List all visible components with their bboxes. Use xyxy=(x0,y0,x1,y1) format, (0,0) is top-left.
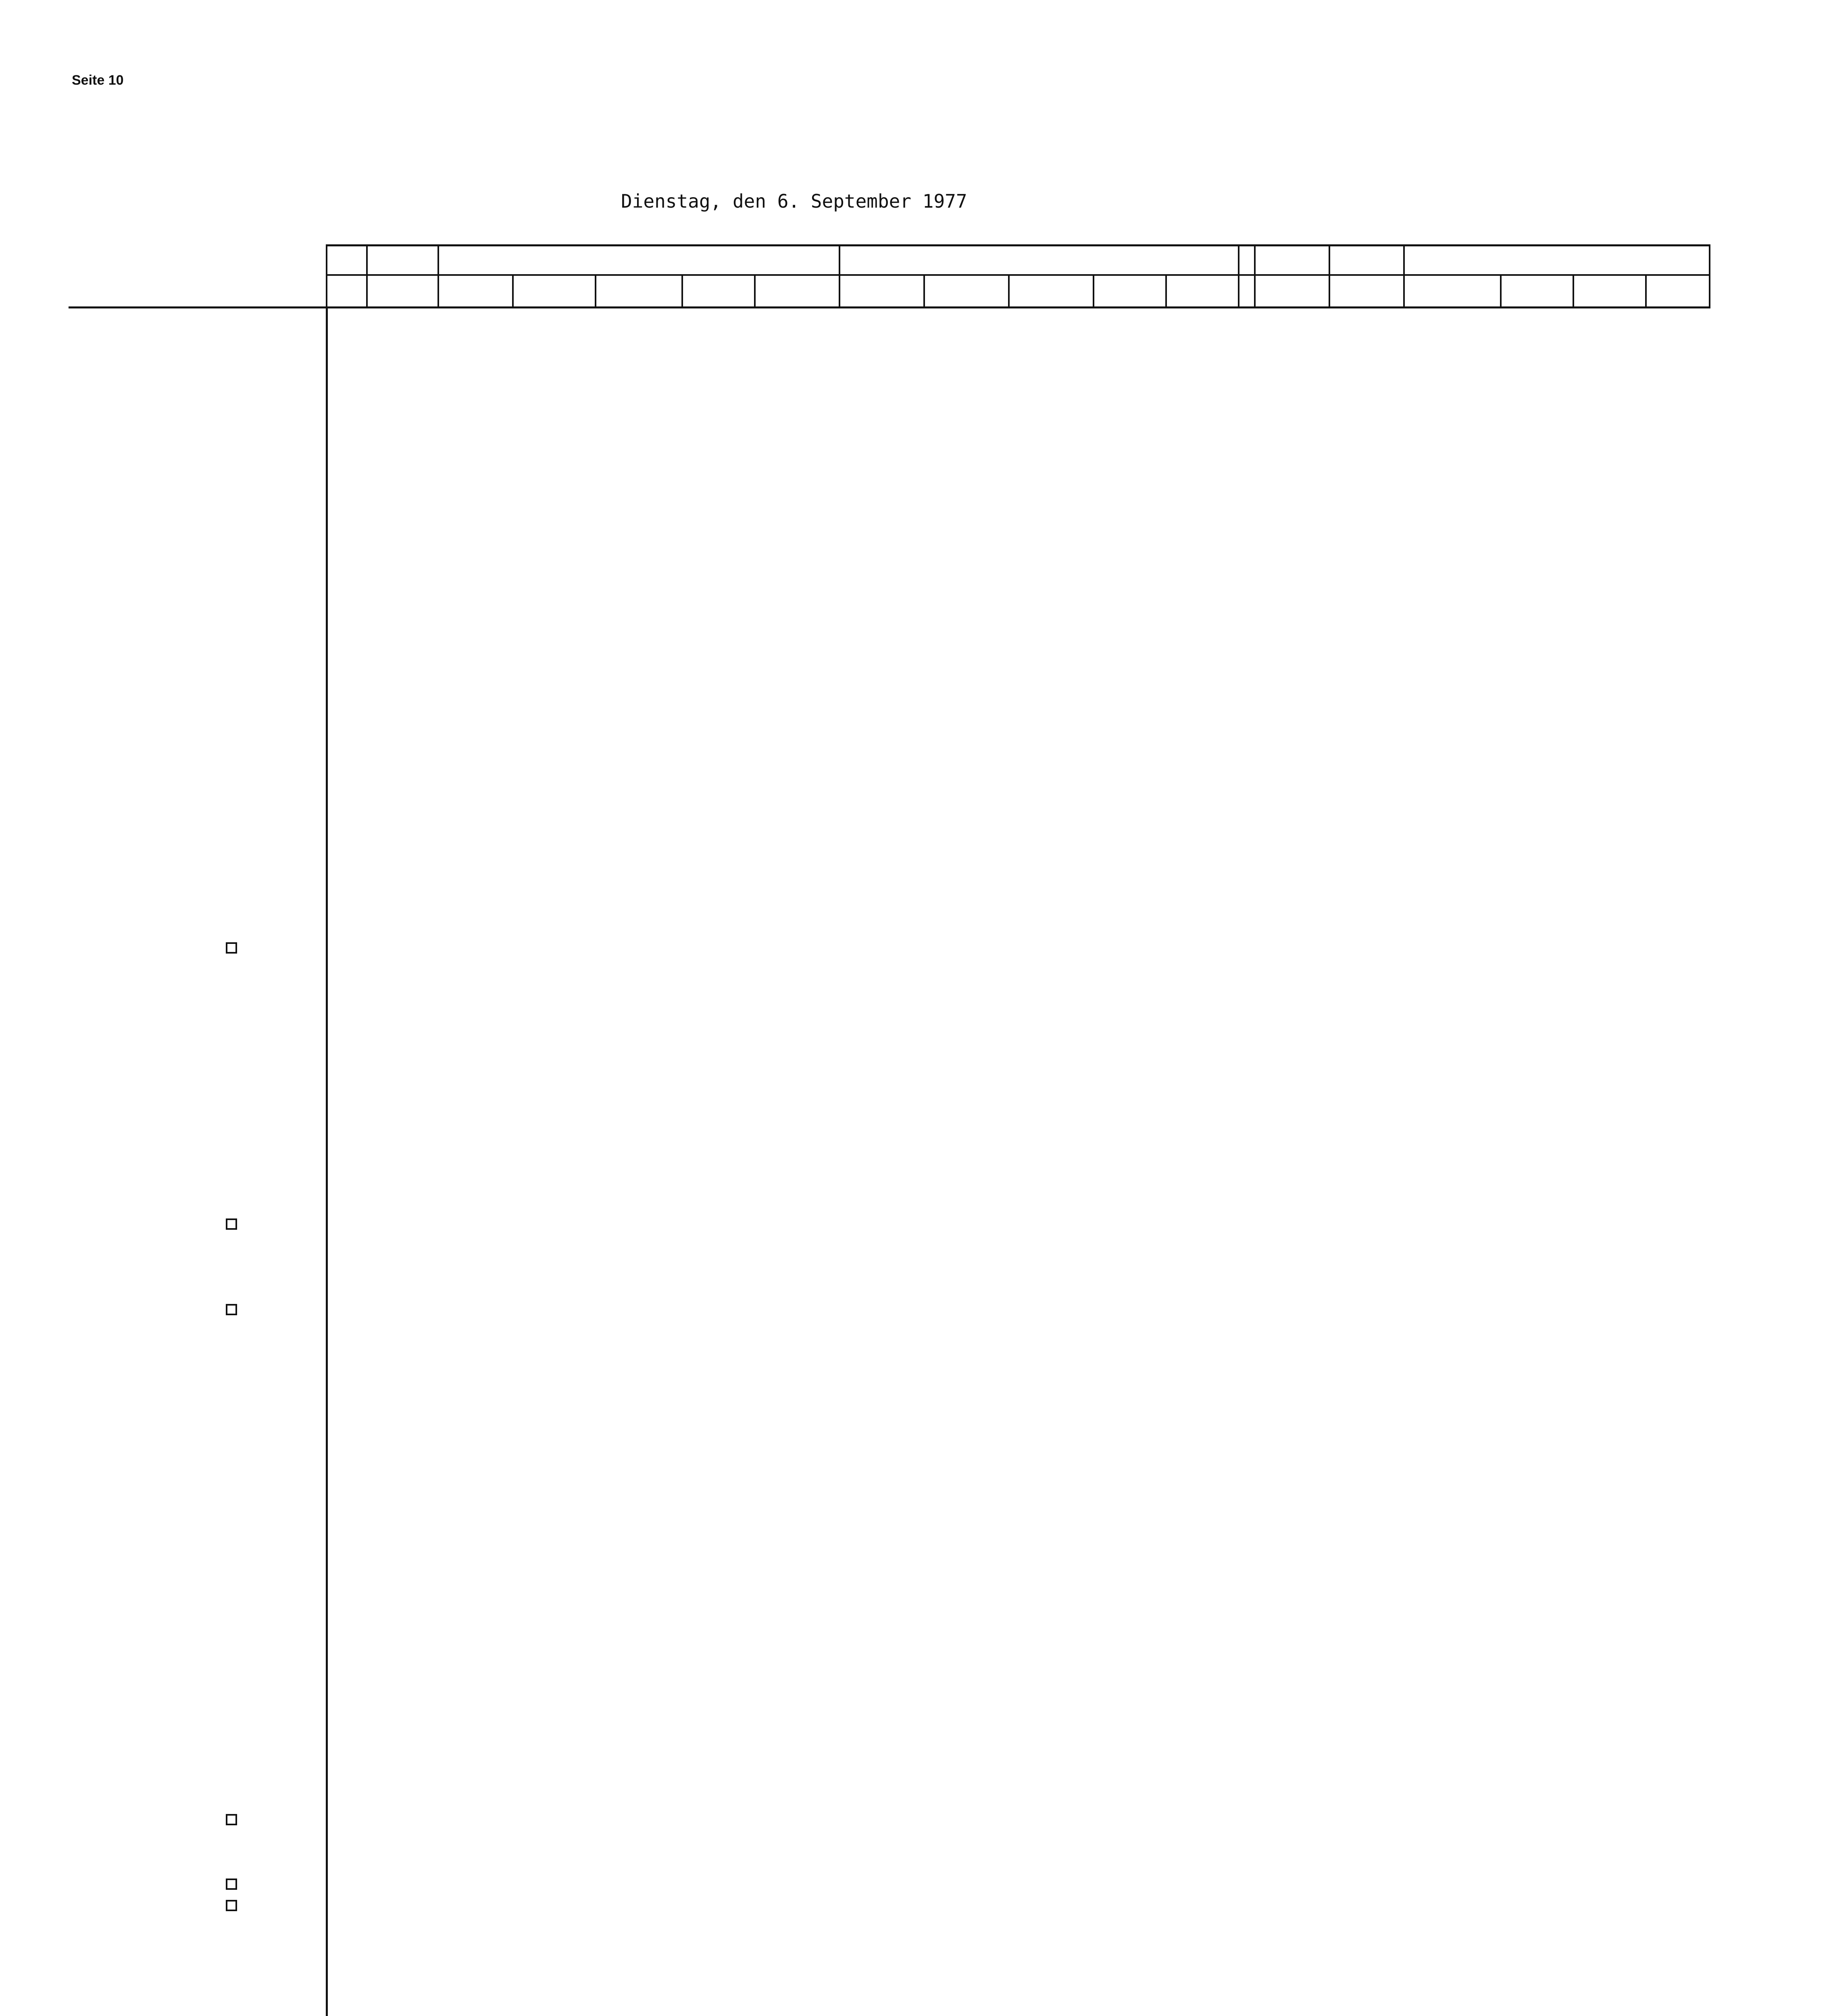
table-column-rule xyxy=(681,274,683,308)
table-column-rule xyxy=(754,274,756,308)
table-header-rule xyxy=(69,306,1709,308)
table-column-rule xyxy=(437,244,439,308)
page-title: Dienstag, den 6. September 1977 xyxy=(621,190,967,212)
airport-marker-box xyxy=(226,1814,237,1825)
table-column-rule xyxy=(1645,274,1647,308)
table-column-rule xyxy=(1165,274,1167,308)
airport-marker-box xyxy=(226,1879,237,1890)
table-column-rule xyxy=(839,244,840,308)
table-column-rule xyxy=(595,274,596,308)
table-column-rule xyxy=(1500,274,1502,308)
airport-marker-box xyxy=(226,1304,237,1315)
table-column-rule xyxy=(1238,244,1239,308)
table-column-rule xyxy=(512,274,514,308)
airport-marker-box xyxy=(226,1900,237,1911)
airport-marker-box xyxy=(226,942,237,954)
table-column-rule xyxy=(1403,244,1405,308)
table-column-rule xyxy=(1573,274,1574,308)
table-column-rule xyxy=(1093,274,1094,308)
table-column-rule xyxy=(1008,274,1010,308)
table-column-rule xyxy=(326,244,327,308)
table-top-rule xyxy=(326,244,1709,246)
table-column-rule xyxy=(923,274,925,308)
airport-marker-box xyxy=(226,1218,237,1230)
table-body-rule xyxy=(326,306,328,2016)
table-column-rule xyxy=(1709,244,1710,308)
table-column-rule xyxy=(366,244,368,308)
table-column-rule xyxy=(1254,244,1256,308)
page-number: Seite 10 xyxy=(72,73,124,88)
table-column-rule xyxy=(1329,244,1330,308)
